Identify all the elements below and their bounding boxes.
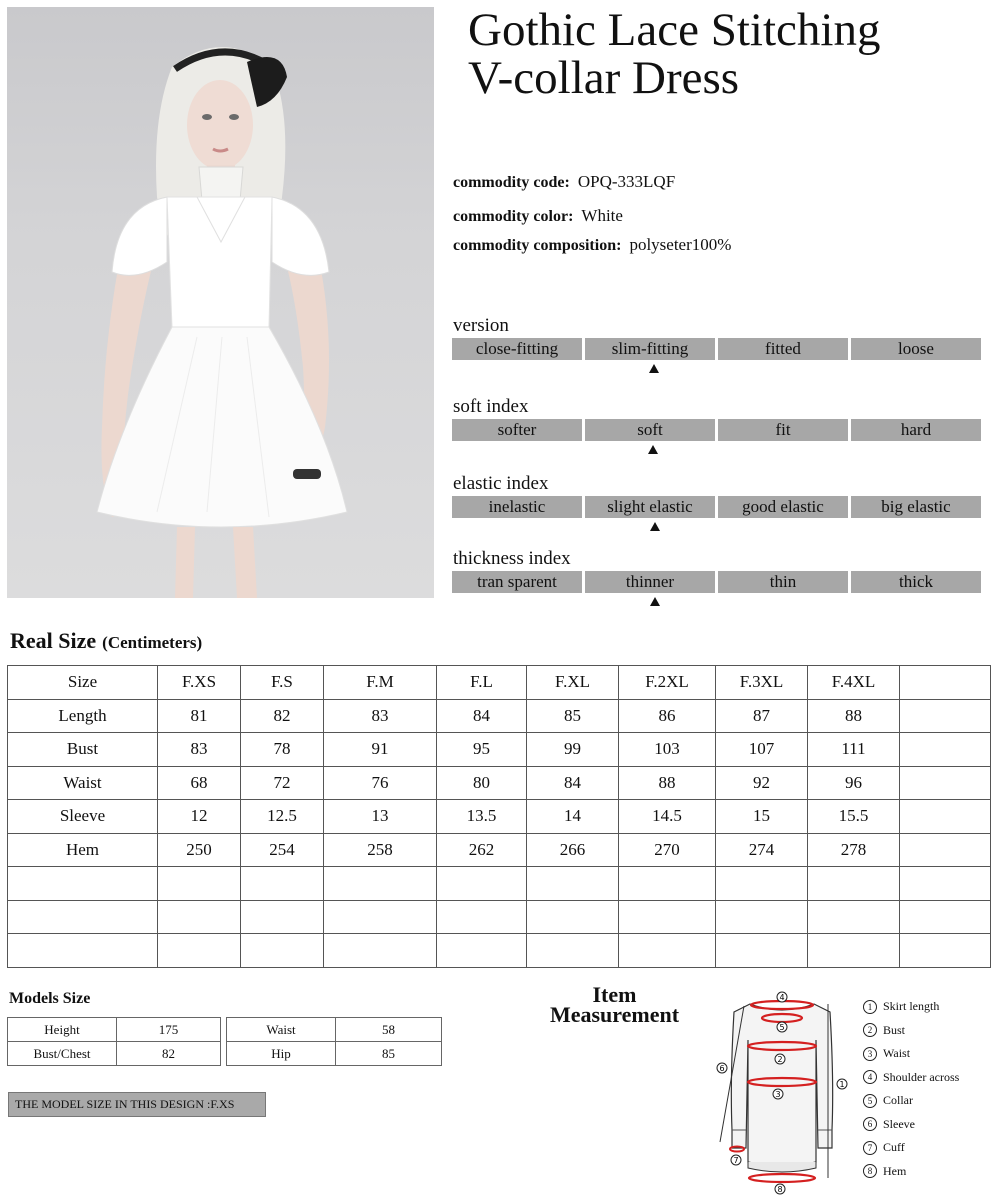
elastic-index-option: big elastic bbox=[851, 496, 981, 518]
table-cell: 83 bbox=[158, 733, 241, 767]
table-cell bbox=[619, 867, 716, 901]
table-cell: 262 bbox=[437, 833, 527, 867]
table-row bbox=[8, 766, 991, 800]
table-cell: 107 bbox=[716, 733, 808, 767]
table-cell: 95 bbox=[437, 733, 527, 767]
table-cell: 103 bbox=[619, 733, 716, 767]
real-size-table-body bbox=[8, 666, 991, 968]
table-cell bbox=[900, 900, 991, 934]
legend-label: Shoulder across bbox=[883, 1069, 960, 1084]
svg-text:3: 3 bbox=[775, 1090, 781, 1099]
table-header-cell: F.3XL bbox=[716, 666, 808, 700]
svg-text:6: 6 bbox=[719, 1064, 725, 1073]
version-scale bbox=[452, 315, 984, 360]
table-row bbox=[8, 900, 991, 934]
table-cell bbox=[158, 934, 241, 968]
row-label-cell: Bust bbox=[8, 733, 158, 767]
product-title bbox=[468, 6, 988, 102]
item-measurement-title-line1: Item bbox=[592, 982, 637, 1007]
table-cell bbox=[808, 934, 900, 968]
real-size-table bbox=[7, 665, 991, 968]
table-cell bbox=[324, 900, 437, 934]
table-row bbox=[8, 699, 991, 733]
selected-marker-icon bbox=[650, 522, 660, 531]
table-cell bbox=[716, 900, 808, 934]
table-cell: 111 bbox=[808, 733, 900, 767]
legend-item bbox=[863, 1136, 959, 1160]
table-cell: 250 bbox=[158, 833, 241, 867]
row-label-cell: Waist bbox=[8, 766, 158, 800]
commodity-code-value: OPQ-333LQF bbox=[577, 172, 676, 191]
legend-item bbox=[863, 1066, 959, 1090]
version-option: close-fitting bbox=[452, 338, 582, 360]
table-header-row bbox=[8, 666, 991, 700]
table-cell bbox=[437, 934, 527, 968]
table-cell: 84 bbox=[437, 699, 527, 733]
soft-index-scale-title: soft index bbox=[453, 396, 529, 417]
table-cell: 87 bbox=[716, 699, 808, 733]
row-label-cell: Hem bbox=[8, 833, 158, 867]
table-cell: 86 bbox=[619, 699, 716, 733]
table-cell: 72 bbox=[241, 766, 324, 800]
legend-number: 5 bbox=[863, 1094, 877, 1108]
legend-label: Hem bbox=[883, 1163, 907, 1178]
table-row bbox=[8, 1018, 221, 1042]
legend-item bbox=[863, 995, 959, 1019]
table-header-cell: F.XS bbox=[158, 666, 241, 700]
table-row bbox=[8, 934, 991, 968]
table-cell bbox=[527, 900, 619, 934]
row-label-cell bbox=[8, 867, 158, 901]
table-cell bbox=[808, 867, 900, 901]
table-cell bbox=[241, 867, 324, 901]
model-measure-value: 82 bbox=[117, 1042, 221, 1066]
svg-text:4: 4 bbox=[779, 993, 785, 1002]
svg-text:8: 8 bbox=[777, 1185, 783, 1194]
elastic-index-option: slight elastic bbox=[585, 496, 715, 518]
model-measure-label: Waist bbox=[227, 1018, 336, 1042]
legend-item bbox=[863, 1089, 959, 1113]
commodity-color-label: commodity color: bbox=[453, 208, 574, 225]
version-option: slim-fitting bbox=[585, 338, 715, 360]
table-cell: 81 bbox=[158, 699, 241, 733]
table-cell bbox=[241, 934, 324, 968]
legend-number: 3 bbox=[863, 1047, 877, 1061]
table-cell bbox=[900, 800, 991, 834]
thickness-index-option: thinner bbox=[585, 571, 715, 593]
commodity-color-row bbox=[453, 206, 623, 226]
table-row bbox=[8, 800, 991, 834]
product-photo bbox=[7, 7, 434, 598]
table-header-cell: F.L bbox=[437, 666, 527, 700]
table-cell: 15 bbox=[716, 800, 808, 834]
commodity-code-row bbox=[453, 172, 675, 192]
table-cell bbox=[158, 900, 241, 934]
selected-marker-icon bbox=[650, 597, 660, 606]
row-label-cell: Length bbox=[8, 699, 158, 733]
table-header-cell: F.XL bbox=[527, 666, 619, 700]
table-cell bbox=[808, 900, 900, 934]
commodity-composition-value: polyseter100% bbox=[629, 235, 732, 254]
row-label-cell bbox=[8, 900, 158, 934]
version-option: loose bbox=[851, 338, 981, 360]
table-cell: 84 bbox=[527, 766, 619, 800]
measurement-legend bbox=[863, 995, 959, 1183]
table-cell: 278 bbox=[808, 833, 900, 867]
table-cell: 80 bbox=[437, 766, 527, 800]
soft-index-scale bbox=[452, 396, 984, 441]
legend-label: Bust bbox=[883, 1022, 906, 1037]
item-measurement-title bbox=[532, 982, 697, 1027]
commodity-color-value: White bbox=[581, 206, 623, 225]
svg-text:7: 7 bbox=[733, 1156, 739, 1165]
table-cell: 12 bbox=[158, 800, 241, 834]
legend-label: Cuff bbox=[883, 1140, 905, 1155]
elastic-index-scale-title: elastic index bbox=[453, 473, 549, 494]
table-cell bbox=[527, 934, 619, 968]
product-title-line2: V-collar Dress bbox=[468, 52, 740, 104]
table-cell bbox=[716, 934, 808, 968]
model-measure-value: 85 bbox=[336, 1042, 442, 1066]
table-header-cell: F.4XL bbox=[808, 666, 900, 700]
soft-index-option: fit bbox=[718, 419, 848, 441]
table-cell bbox=[619, 934, 716, 968]
version-scale-title: version bbox=[453, 315, 509, 336]
table-header-cell: F.M bbox=[324, 666, 437, 700]
svg-text:1: 1 bbox=[839, 1080, 845, 1089]
table-cell bbox=[437, 867, 527, 901]
table-header-cell: Size bbox=[8, 666, 158, 700]
table-cell bbox=[900, 733, 991, 767]
elastic-index-scale bbox=[452, 473, 984, 518]
table-row bbox=[227, 1018, 442, 1042]
table-cell: 13 bbox=[324, 800, 437, 834]
row-label-cell bbox=[8, 934, 158, 968]
table-cell: 85 bbox=[527, 699, 619, 733]
table-cell bbox=[900, 833, 991, 867]
table-cell bbox=[900, 934, 991, 968]
table-cell bbox=[324, 934, 437, 968]
soft-index-option: hard bbox=[851, 419, 981, 441]
thickness-index-scale-title: thickness index bbox=[453, 548, 571, 569]
model-size-note: THE MODEL SIZE IN THIS DESIGN :F.XS bbox=[8, 1092, 266, 1117]
model-measure-label: Hip bbox=[227, 1042, 336, 1066]
legend-item bbox=[863, 1160, 959, 1184]
legend-item bbox=[863, 1019, 959, 1043]
table-cell bbox=[527, 867, 619, 901]
model-measure-label: Bust/Chest bbox=[8, 1042, 117, 1066]
legend-number: 1 bbox=[863, 1000, 877, 1014]
table-cell: 88 bbox=[808, 699, 900, 733]
table-cell: 258 bbox=[324, 833, 437, 867]
thickness-index-option: thick bbox=[851, 571, 981, 593]
table-cell: 82 bbox=[241, 699, 324, 733]
table-cell bbox=[241, 900, 324, 934]
model-illustration bbox=[7, 7, 434, 598]
table-row bbox=[8, 733, 991, 767]
table-cell: 14.5 bbox=[619, 800, 716, 834]
table-cell: 12.5 bbox=[241, 800, 324, 834]
svg-text:2: 2 bbox=[777, 1055, 783, 1064]
table-cell: 83 bbox=[324, 699, 437, 733]
model-measure-value: 175 bbox=[117, 1018, 221, 1042]
legend-label: Sleeve bbox=[883, 1116, 915, 1131]
table-cell: 88 bbox=[619, 766, 716, 800]
thickness-index-scale bbox=[452, 548, 984, 593]
table-cell: 96 bbox=[808, 766, 900, 800]
legend-number: 8 bbox=[863, 1164, 877, 1178]
table-cell: 13.5 bbox=[437, 800, 527, 834]
commodity-composition-row bbox=[453, 235, 731, 255]
table-row bbox=[8, 833, 991, 867]
table-row bbox=[8, 867, 991, 901]
table-row bbox=[8, 1042, 221, 1066]
dress-measurement-diagram bbox=[712, 990, 857, 1200]
table-cell: 78 bbox=[241, 733, 324, 767]
table-cell: 270 bbox=[619, 833, 716, 867]
thickness-index-option: tran sparent bbox=[452, 571, 582, 593]
soft-index-option: soft bbox=[585, 419, 715, 441]
table-cell bbox=[158, 867, 241, 901]
selected-marker-icon bbox=[649, 364, 659, 373]
real-size-heading: Real Size bbox=[10, 628, 97, 653]
table-cell: 15.5 bbox=[808, 800, 900, 834]
table-cell bbox=[619, 900, 716, 934]
selected-marker-icon bbox=[648, 445, 658, 454]
legend-item bbox=[863, 1042, 959, 1066]
table-cell bbox=[900, 867, 991, 901]
models-size-table-right bbox=[226, 1017, 442, 1066]
table-cell: 92 bbox=[716, 766, 808, 800]
table-header-cell: F.S bbox=[241, 666, 324, 700]
item-measurement-title-line2: Measurement bbox=[549, 1002, 680, 1027]
table-cell: 254 bbox=[241, 833, 324, 867]
soft-index-option: softer bbox=[452, 419, 582, 441]
models-size-title: Models Size bbox=[9, 990, 91, 1007]
thickness-index-option: thin bbox=[718, 571, 848, 593]
legend-number: 6 bbox=[863, 1117, 877, 1131]
models-size-table-left bbox=[7, 1017, 221, 1066]
table-cell: 274 bbox=[716, 833, 808, 867]
legend-number: 4 bbox=[863, 1070, 877, 1084]
legend-number: 7 bbox=[863, 1141, 877, 1155]
commodity-code-label: commodity code: bbox=[453, 174, 570, 191]
table-cell bbox=[324, 867, 437, 901]
table-header-cell bbox=[900, 666, 991, 700]
product-title-line1: Gothic Lace Stitching bbox=[468, 4, 881, 56]
legend-label: Skirt length bbox=[883, 999, 940, 1014]
model-measure-label: Height bbox=[8, 1018, 117, 1042]
model-measure-value: 58 bbox=[336, 1018, 442, 1042]
table-cell: 68 bbox=[158, 766, 241, 800]
legend-label: Collar bbox=[883, 1093, 913, 1108]
table-cell: 266 bbox=[527, 833, 619, 867]
real-size-title bbox=[10, 628, 202, 654]
commodity-composition-label: commodity composition: bbox=[453, 237, 622, 254]
table-cell bbox=[437, 900, 527, 934]
table-header-cell: F.2XL bbox=[619, 666, 716, 700]
table-cell bbox=[900, 699, 991, 733]
elastic-index-option: inelastic bbox=[452, 496, 582, 518]
row-label-cell: Sleeve bbox=[8, 800, 158, 834]
table-cell: 76 bbox=[324, 766, 437, 800]
version-option: fitted bbox=[718, 338, 848, 360]
table-cell: 91 bbox=[324, 733, 437, 767]
table-cell: 99 bbox=[527, 733, 619, 767]
table-cell: 14 bbox=[527, 800, 619, 834]
elastic-index-option: good elastic bbox=[718, 496, 848, 518]
svg-text:5: 5 bbox=[779, 1023, 785, 1032]
table-cell bbox=[900, 766, 991, 800]
legend-label: Waist bbox=[883, 1046, 911, 1061]
real-size-unit: (Centimeters) bbox=[102, 633, 203, 652]
legend-number: 2 bbox=[863, 1023, 877, 1037]
table-cell bbox=[716, 867, 808, 901]
legend-item bbox=[863, 1113, 959, 1137]
table-row bbox=[227, 1042, 442, 1066]
